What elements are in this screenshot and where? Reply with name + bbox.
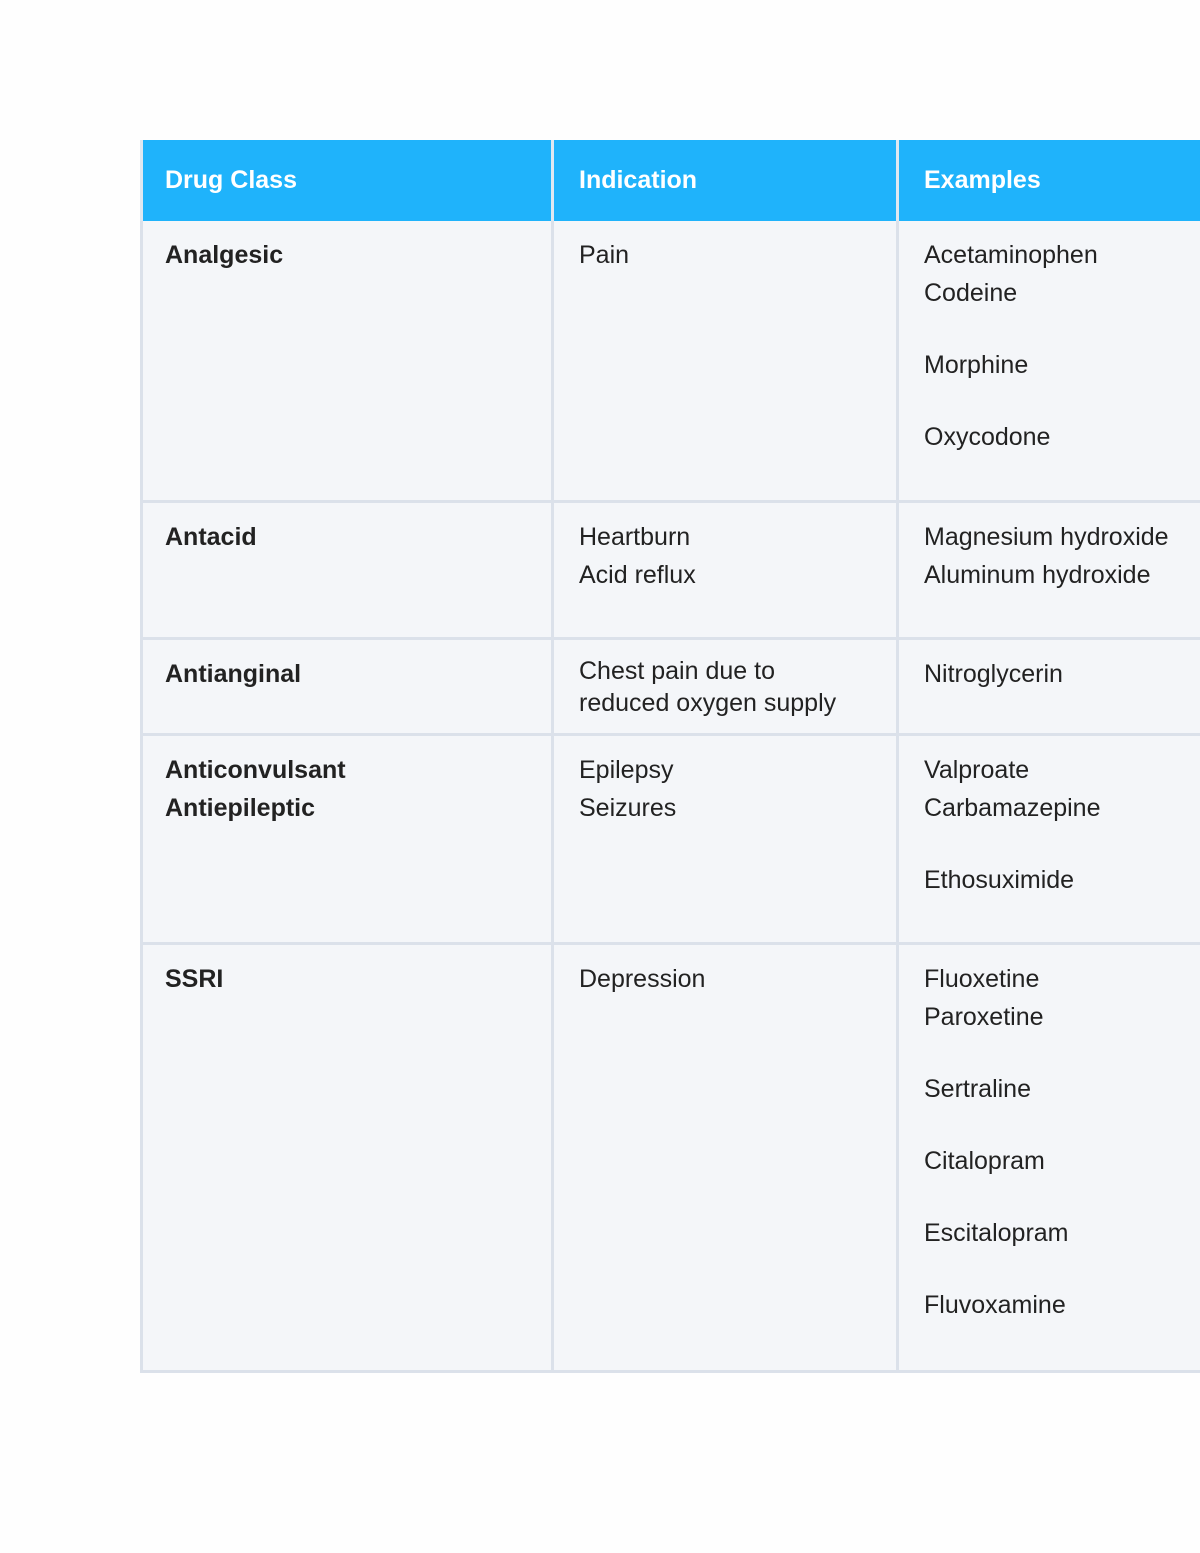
header-drug-class: Drug Class xyxy=(140,140,554,221)
indication-cell xyxy=(554,736,899,942)
drug-class-cell xyxy=(140,640,554,733)
example-drug: Fluvoxamine xyxy=(924,1291,1066,1319)
indication-text: Acid reflux xyxy=(579,561,696,589)
examples-cell xyxy=(899,503,1200,637)
example-drug: Oxycodone xyxy=(924,423,1051,451)
indication-text: Depression xyxy=(579,965,706,993)
drug-class-name: Anticonvulsant xyxy=(165,756,346,784)
indication-text: Chest pain due to xyxy=(579,657,775,685)
drug-class-cell xyxy=(140,221,554,500)
drug-class-cell xyxy=(140,503,554,637)
table-row xyxy=(140,503,1200,640)
example-drug: Carbamazepine xyxy=(924,794,1101,822)
example-drug: Acetaminophen xyxy=(924,241,1098,269)
drug-class-cell xyxy=(140,945,554,1370)
table-row xyxy=(140,640,1200,736)
drug-class-name: Antacid xyxy=(165,523,257,551)
drug-class-name: Analgesic xyxy=(165,241,284,269)
example-drug: Valproate xyxy=(924,756,1030,784)
examples-cell xyxy=(899,640,1200,733)
example-drug: Paroxetine xyxy=(924,1003,1044,1031)
drug-class-name: Antianginal xyxy=(165,660,302,688)
indication-text: Heartburn xyxy=(579,523,691,551)
example-drug: Magnesium hydroxide xyxy=(924,523,1169,551)
example-drug: Escitalopram xyxy=(924,1219,1069,1247)
drug-class-cell xyxy=(140,736,554,942)
examples-cell xyxy=(899,945,1200,1370)
example-drug: Nitroglycerin xyxy=(924,660,1063,688)
table-header-row xyxy=(140,140,1200,221)
indication-text: reduced oxygen supply xyxy=(579,689,837,717)
indication-cell xyxy=(554,945,899,1370)
table-row xyxy=(140,945,1200,1373)
example-drug: Fluoxetine xyxy=(924,965,1040,993)
table-row xyxy=(140,736,1200,945)
drug-class-name: Antiepileptic xyxy=(165,794,316,822)
indication-cell xyxy=(554,640,899,733)
table-row xyxy=(140,221,1200,503)
header-examples: Examples xyxy=(924,166,1041,194)
indication-text: Seizures xyxy=(579,794,677,822)
example-drug: Sertraline xyxy=(924,1075,1031,1103)
indication-text: Epilepsy xyxy=(579,756,674,784)
example-drug: Citalopram xyxy=(924,1147,1045,1175)
examples-cell xyxy=(899,221,1200,500)
example-drug: Morphine xyxy=(924,351,1029,379)
example-drug: Codeine xyxy=(924,279,1018,307)
drug-class-table xyxy=(140,140,1200,1373)
indication-cell xyxy=(554,221,899,500)
indication-text: Pain xyxy=(579,241,630,269)
indication-cell xyxy=(554,503,899,637)
example-drug: Aluminum hydroxide xyxy=(924,561,1151,589)
drug-class-name: SSRI xyxy=(165,965,224,993)
example-drug: Ethosuximide xyxy=(924,866,1075,894)
header-indication: Indication xyxy=(554,140,899,221)
examples-cell xyxy=(899,736,1200,942)
